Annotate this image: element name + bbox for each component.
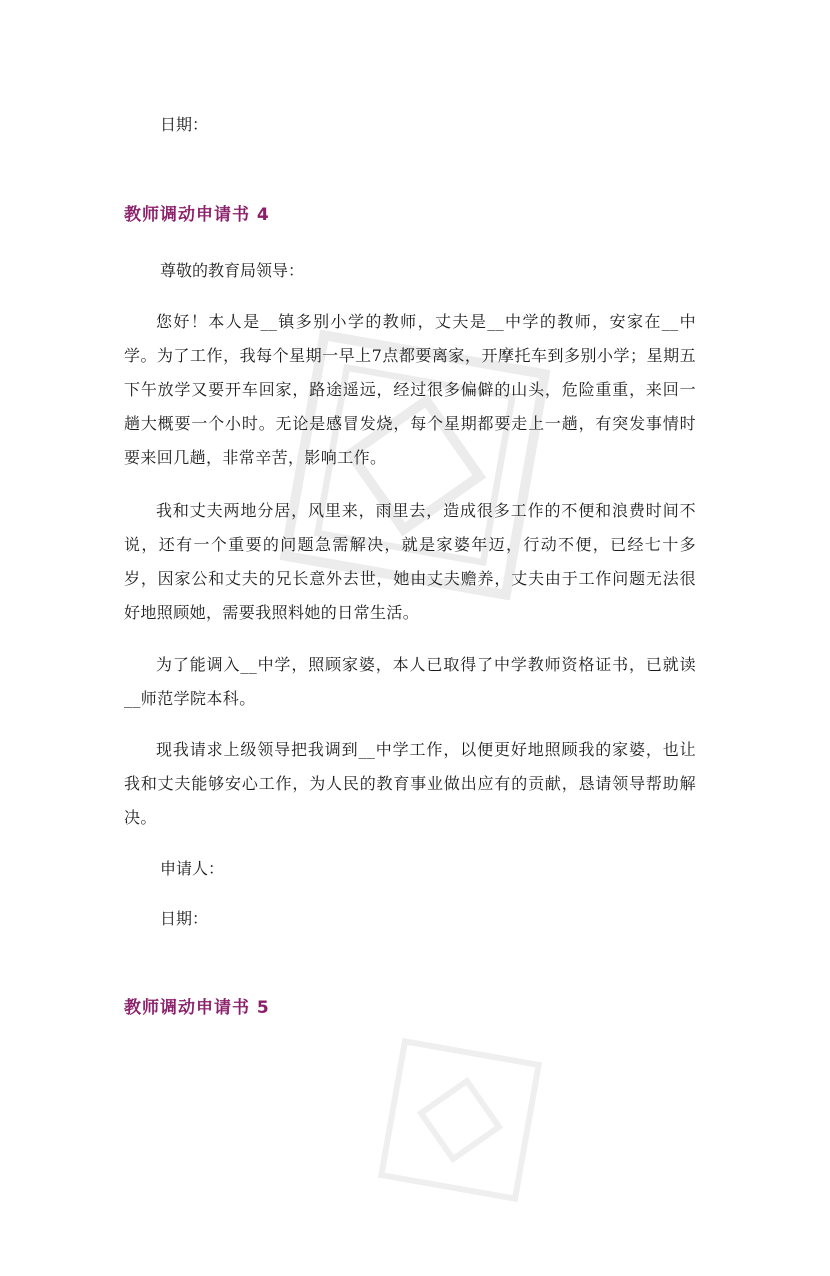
date-label: 日期： (160, 909, 209, 928)
paragraph-2: 我和丈夫两地分居，风里来，雨里去，造成很多工作的不便和浪费时间不说，还有一个重要的问题急需解决，就是家婆年迈，行动不便，已经七十多岁，因家公和丈夫的兄长意外去世，她由丈夫赡养，丈夫由于工作问题无法很好地照顾她，需要我照料她的日常生活。 (124, 501, 696, 622)
watermark-logo-lower (296, 964, 624, 1276)
section-5-heading: 教师调动申请书 5 (124, 998, 270, 1018)
paragraph-1: 您好！本人是__镇多别小学的教师，丈夫是__中学的教师，安家在__中学。为了工作，我每个星期一早上7点都要离家，开摩托车到多别小学；星期五下午放学又要开车回家，路途遥远，经过很多偏僻的山头，危险重重，来回一趟大概要一个小时。无论是感冒发烧，每个星期都要走上一趟，有突发事情时要来回几趟，非常辛苦，影响工作。 (124, 312, 696, 467)
top-date-label: 日期： (160, 115, 209, 134)
paragraph-3: 为了能调入__中学，照顾家婆，本人已取得了中学教师资格证书，已就读__师范学院本科。 (124, 655, 696, 708)
section-4-heading: 教师调动申请书 4 (124, 205, 270, 225)
paragraph-4: 现我请求上级领导把我调到__中学工作，以便更好地照顾我的家婆，也让我和丈夫能够安心工作，为人民的教育事业做出应有的贡献，恳请领导帮助解决。 (124, 740, 696, 827)
salutation: 尊敬的教育局领导： (160, 261, 305, 280)
applicant-label: 申请人： (160, 859, 225, 878)
